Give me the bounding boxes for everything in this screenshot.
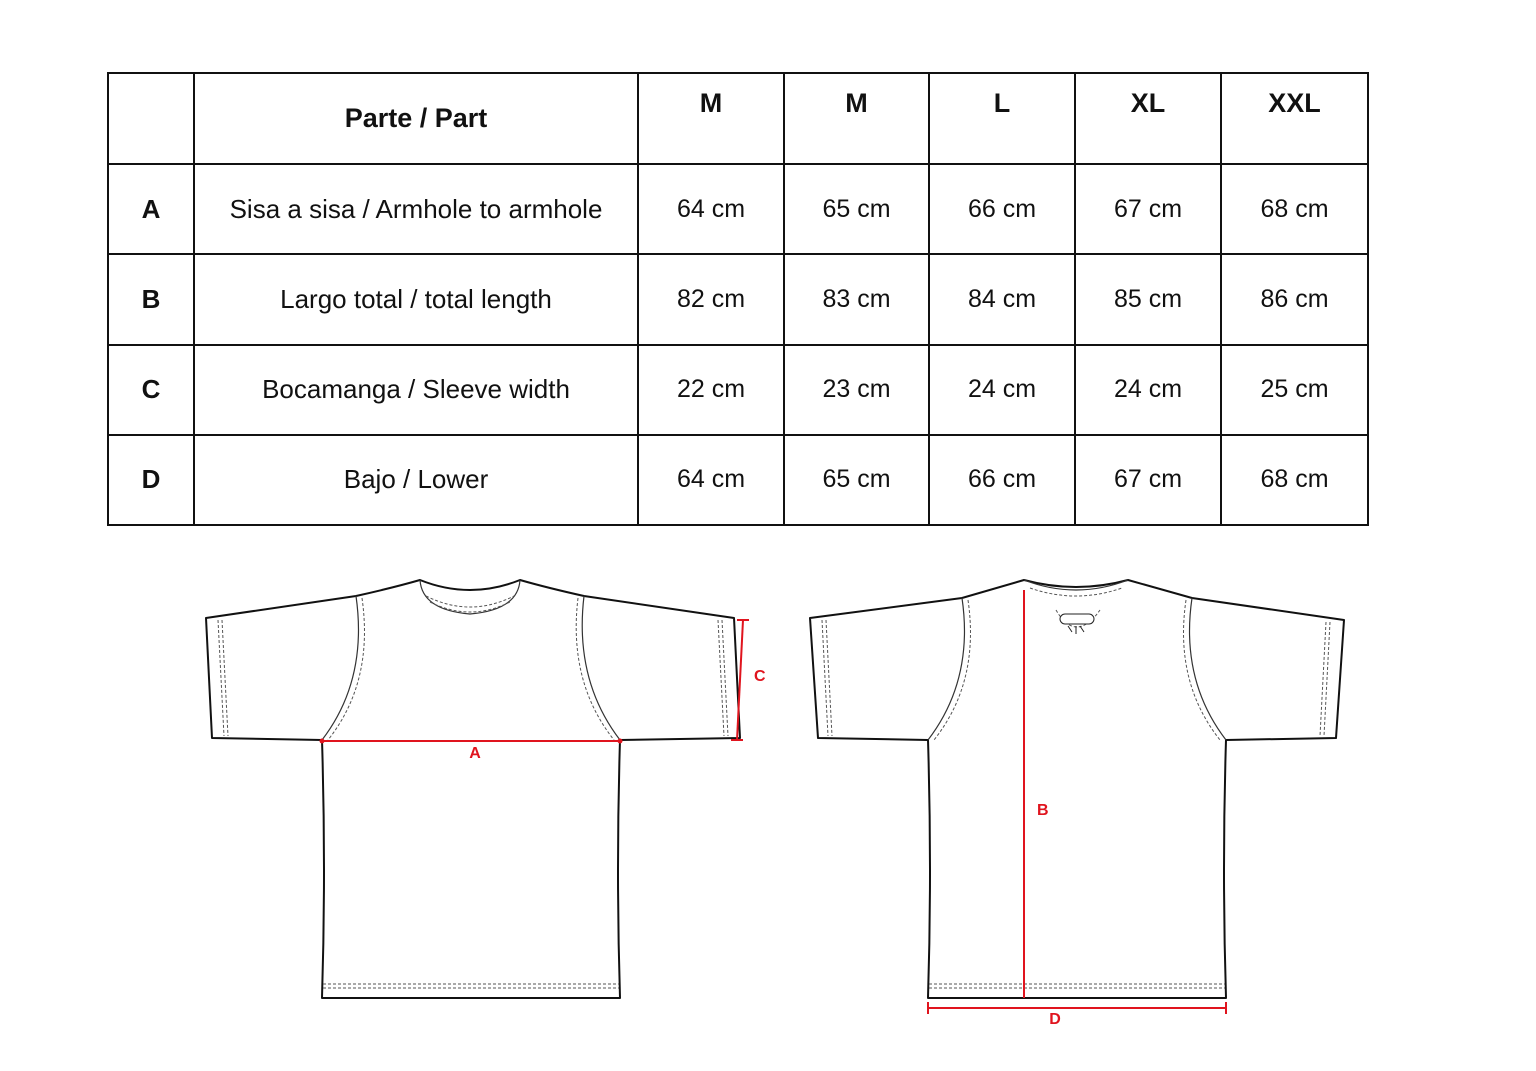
row-letter: C: [108, 345, 194, 435]
measurement-cell: 22 cm: [638, 345, 784, 435]
measurement-cell: 64 cm: [638, 435, 784, 525]
measurement-cell: 85 cm: [1075, 254, 1221, 344]
table-row: [108, 254, 1368, 344]
row-part-name: Sisa a sisa / Armhole to armhole: [194, 164, 638, 254]
measurement-cell: 65 cm: [784, 435, 929, 525]
row-part-name: Largo total / total length: [194, 254, 638, 344]
tshirt-front-diagram: [196, 570, 766, 1010]
measurement-cell: 64 cm: [638, 164, 784, 254]
front-shirt-outline: [206, 580, 740, 998]
measurement-cell: 24 cm: [929, 345, 1075, 435]
tshirt-back-diagram: [804, 570, 1352, 1028]
measure-label-d: D: [1049, 1011, 1061, 1028]
measurement-cell: 86 cm: [1221, 254, 1368, 344]
size-header: M: [784, 73, 929, 164]
tshirt-front-svg: [196, 570, 766, 1010]
measurement-cell: 68 cm: [1221, 435, 1368, 525]
measurement-cell: 84 cm: [929, 254, 1075, 344]
row-letter: D: [108, 435, 194, 525]
size-header: M: [638, 73, 784, 164]
row-part-name: Bajo / Lower: [194, 435, 638, 525]
measurement-cell: 23 cm: [784, 345, 929, 435]
measure-label-a: A: [469, 745, 481, 762]
measurement-cell: 68 cm: [1221, 164, 1368, 254]
table-row: [108, 345, 1368, 435]
table-row: [108, 435, 1368, 525]
measurement-cell: 82 cm: [638, 254, 784, 344]
row-letter: B: [108, 254, 194, 344]
size-header: XXL: [1221, 73, 1368, 164]
corner-cell: [108, 73, 194, 164]
measurement-cell: 25 cm: [1221, 345, 1368, 435]
brand-logo-icon: [1060, 614, 1094, 624]
measure-label-c: C: [754, 668, 766, 685]
measurement-cell: 66 cm: [929, 435, 1075, 525]
size-header: XL: [1075, 73, 1221, 164]
part-column-header: Parte / Part: [194, 73, 638, 164]
size-header: L: [929, 73, 1075, 164]
row-part-name: Bocamanga / Sleeve width: [194, 345, 638, 435]
table-header-row: [108, 73, 1368, 164]
measurement-cell: 66 cm: [929, 164, 1075, 254]
row-letter: A: [108, 164, 194, 254]
measure-label-b: B: [1037, 802, 1049, 819]
table-row: [108, 164, 1368, 254]
measurement-cell: 83 cm: [784, 254, 929, 344]
measurement-cell: 67 cm: [1075, 164, 1221, 254]
back-shirt-outline: [810, 580, 1344, 998]
size-chart-table: [107, 72, 1369, 526]
measurement-cell: 65 cm: [784, 164, 929, 254]
tshirt-back-svg: [804, 570, 1352, 1028]
measurement-cell: 67 cm: [1075, 435, 1221, 525]
measurement-cell: 24 cm: [1075, 345, 1221, 435]
